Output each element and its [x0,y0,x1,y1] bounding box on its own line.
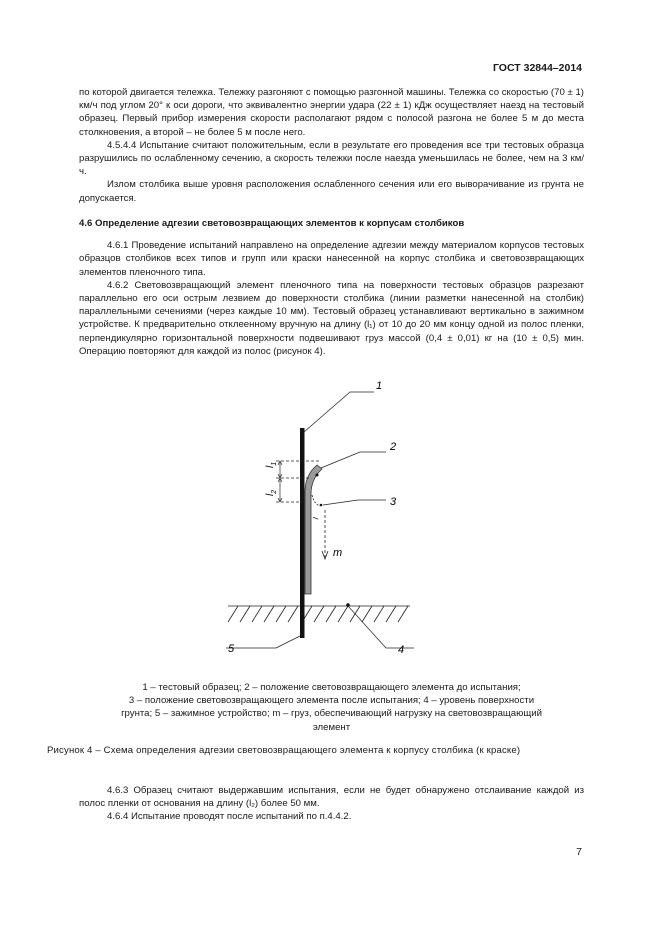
section-heading: 4.6 Определение адгезии световозвращающих элементов к корпусам столбиков [79,218,465,229]
paragraph: по которой двигается тележка. Тележку разгоняют с помощью разгонной машины. Тележка со скоростью (70 ± 1) км/ч под углом 20° к оси дороги, что эквивалентно энергии удара (22 ± 1) кДж осуществляет наезд на тестовый образец. Первый прибор измерения скорости располагают рядом с полосой разгона не более 5 м до места столкновения, а второй – не более 5 м после него. [79,87,584,138]
paragraph: 4.6.3 Образец считают выдержавшим испытания, если не будет обнаружено отслаивание каждой из полос пленки от основания на длину (l₂) более 50 мм. [79,785,584,810]
paragraph: 4.6.1 Проведение испытаний направлено на определение адгезии между материалом корпусов тестовых образцов столбиков всех типов и групп или краски нанесенной на корпус столбика и световозвращающих элементов пленочного типа. [79,240,584,278]
test-sample-post [300,428,305,638]
legend-line: грунта; 5 – зажимное устройство; m – груз, обеспечивающий нагрузку на световозвращающий [121,708,542,720]
paragraph: 4.5.4.4 Испытание считают положительным, если в результате его проведения все три тестовых образца разрушились по ослабленному сечению, а скорость тележки после наезда уменьшилась не более, чем на 3 км/ч. [79,139,584,178]
page-number: 7 [576,846,582,858]
legend-line: элемент [312,721,351,733]
paragraph: 4.6.2 Световозвращающий элемент пленочного типа на поверхности тестовых образцов разрезают параллельно его оси острым лезвием до поверхности столбика (линии разметки нанесенной на столбик) параллельными сечениями (через каждые 10 мм). Тестовый образец устанавливают вертикально в зажимном устройстве. К предварительно отклеенному вручную на длину (l₁) от 10 до 20 мм концу одной из полос пленки, перпендикулярно горизонтальной поверхности подвешивают груз массой (0,4 ± 0,01) кг на (10 ± 0,5) мин. Операцию повторяют для каждой из полос (рисунок 4). [79,279,584,357]
label-4: 4 [398,644,405,656]
label-2: 2 [390,441,397,453]
reflective-element-after [312,495,320,506]
legend-line: 3 – положение световозвращающего элемента после испытания; 4 – уровень поверхности [128,695,535,707]
label-5: 5 [228,643,235,655]
label-3: 3 [390,496,397,508]
figure-caption: Рисунок 4 – Схема определения адгезии световозвращающего элемента к корпусу столбика (к краске) [47,745,521,756]
legend-line: 1 – тестовый образец; 2 – положение световозвращающего элемента до испытания; [142,682,521,693]
paragraph: Излом столбика выше уровня расположения ослабленного сечения или его выворачивание из грунта не допускается. [79,179,584,204]
bottom-text-block [79,784,584,824]
peel-length-label: l [311,515,321,521]
document-code-header: ГОСТ 32844–2014 [492,62,582,74]
label-1: 1 [376,380,383,392]
top-text-block [79,86,584,205]
label-mass: m [333,547,343,559]
paragraph: 4.6.4 Испытание проводят после испытаний по п.4.4.2. [107,811,352,823]
figure-legend [79,681,584,734]
reflective-element-before [305,465,322,594]
section-block [79,217,584,358]
ground-surface [228,606,410,622]
label-l2: $l_2$ [265,489,278,496]
figure-4-diagram [200,372,440,662]
label-l1: $l_1$ [265,461,278,468]
